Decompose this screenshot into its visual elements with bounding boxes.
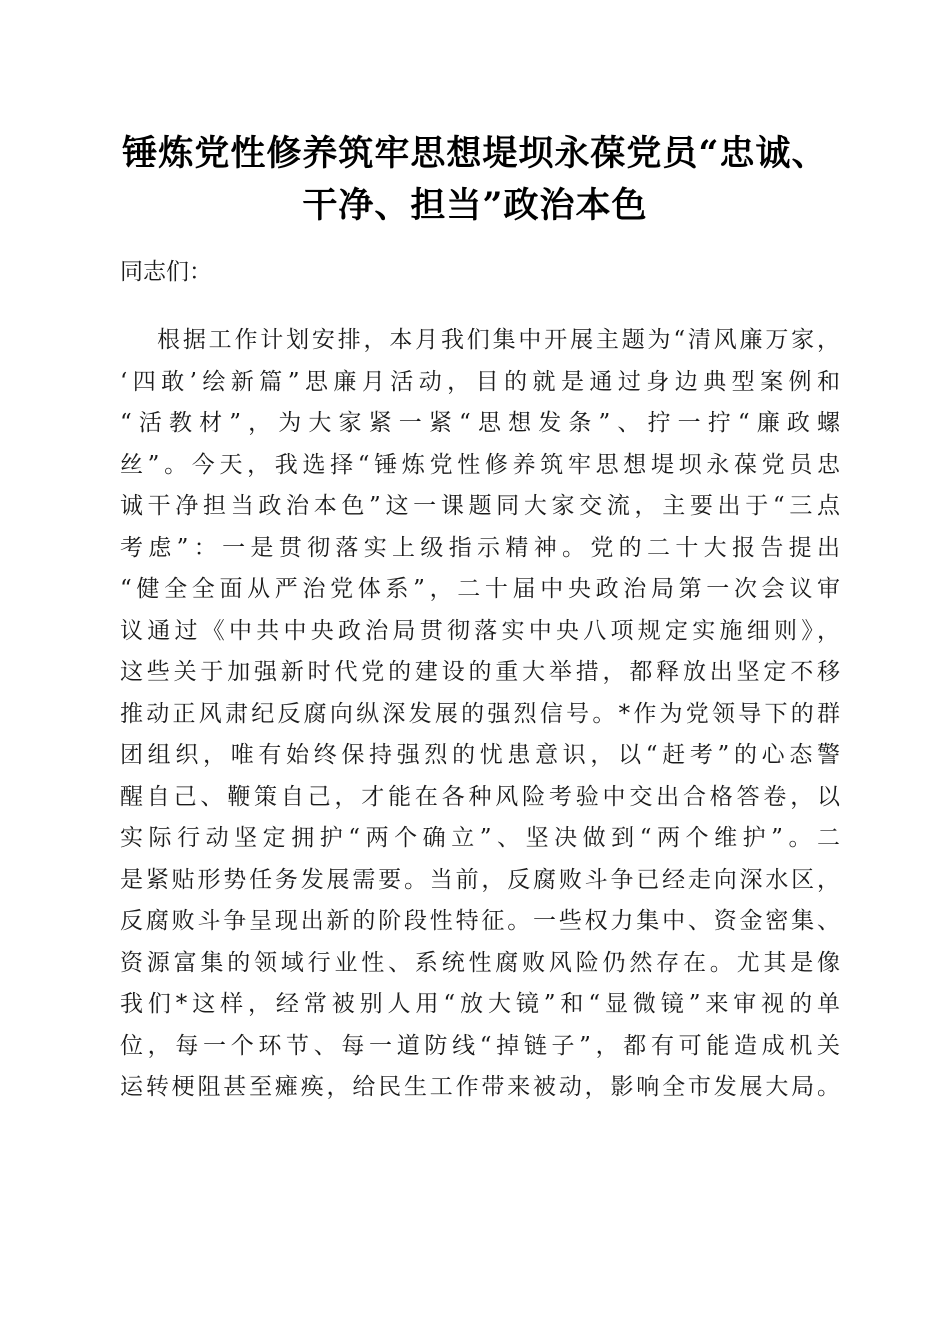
- title-line-1: 锤炼党性修养筑牢思想堤坝永葆党员“忠诚、: [122, 133, 828, 174]
- paragraph-line: 反腐败斗争呈现出新的阶段性特征。一些权力集中、资金密集、: [120, 908, 840, 934]
- paragraph-line: “健全全面从严治党体系”，二十届中央政治局第一次会议审: [120, 576, 840, 602]
- paragraph-line: 实际行动坚定拥护“两个确立”、坚决做到“两个维护”。二: [120, 825, 840, 851]
- paragraph-line: “活教材”，为大家紧一紧“思想发条”、拧一拧“廉政螺: [120, 410, 840, 436]
- paragraph-line: 运转梗阻甚至瘫痪，给民生工作带来被动，影响全市发展大局。: [120, 1074, 840, 1100]
- paragraph-line: 醒自己、鞭策自己，才能在各种风险考验中交出合格答卷，以: [120, 783, 840, 810]
- paragraph-line: 我们*这样，经常被别人用“放大镜”和“显微镜”来审视的单: [120, 991, 840, 1017]
- paragraph-line: 推动正风肃纪反腐向纵深发展的强烈信号。*作为党领导下的群: [120, 700, 840, 727]
- document-title: [100, 128, 850, 232]
- paragraph-line: 资源富集的领域行业性、系统性腐败风险仍然存在。尤其是像: [120, 949, 840, 976]
- paragraph-line: 位，每一个环节、每一道防线“掉链子”，都有可能造成机关: [120, 1032, 840, 1059]
- paragraph-line: 这些关于加强新时代党的建设的重大举措，都释放出坚定不移: [120, 659, 840, 685]
- paragraph-line: 诚干净担当政治本色”这一课题同大家交流，主要出于“三点: [120, 493, 840, 519]
- paragraph-line: 考虑”：一是贯彻落实上级指示精神。党的二十大报告提出: [120, 534, 840, 561]
- title-line-2: 干净、担当”政治本色: [302, 185, 648, 226]
- paragraph-line: 团组织，唯有始终保持强烈的忧患意识，以“赶考”的心态警: [120, 742, 840, 768]
- salutation: 同志们：: [120, 259, 212, 285]
- paragraph-line: 议通过《中共中央政治局贯彻落实中央八项规定实施细则》，: [120, 617, 840, 644]
- paragraph-line: 是紧贴形势任务发展需要。当前，反腐败斗争已经走向深水区，: [120, 866, 840, 893]
- paragraph-line: ‘四敢’绘新篇”思廉月活动，目的就是通过身边典型案例和: [120, 368, 840, 395]
- paragraph-line: 根据工作计划安排，本月我们集中开展主题为“清风廉万家，: [157, 327, 840, 353]
- paragraph-line: 丝”。今天，我选择“锤炼党性修养筑牢思想堤坝永葆党员忠: [120, 451, 840, 478]
- body-paragraph: [120, 320, 840, 1109]
